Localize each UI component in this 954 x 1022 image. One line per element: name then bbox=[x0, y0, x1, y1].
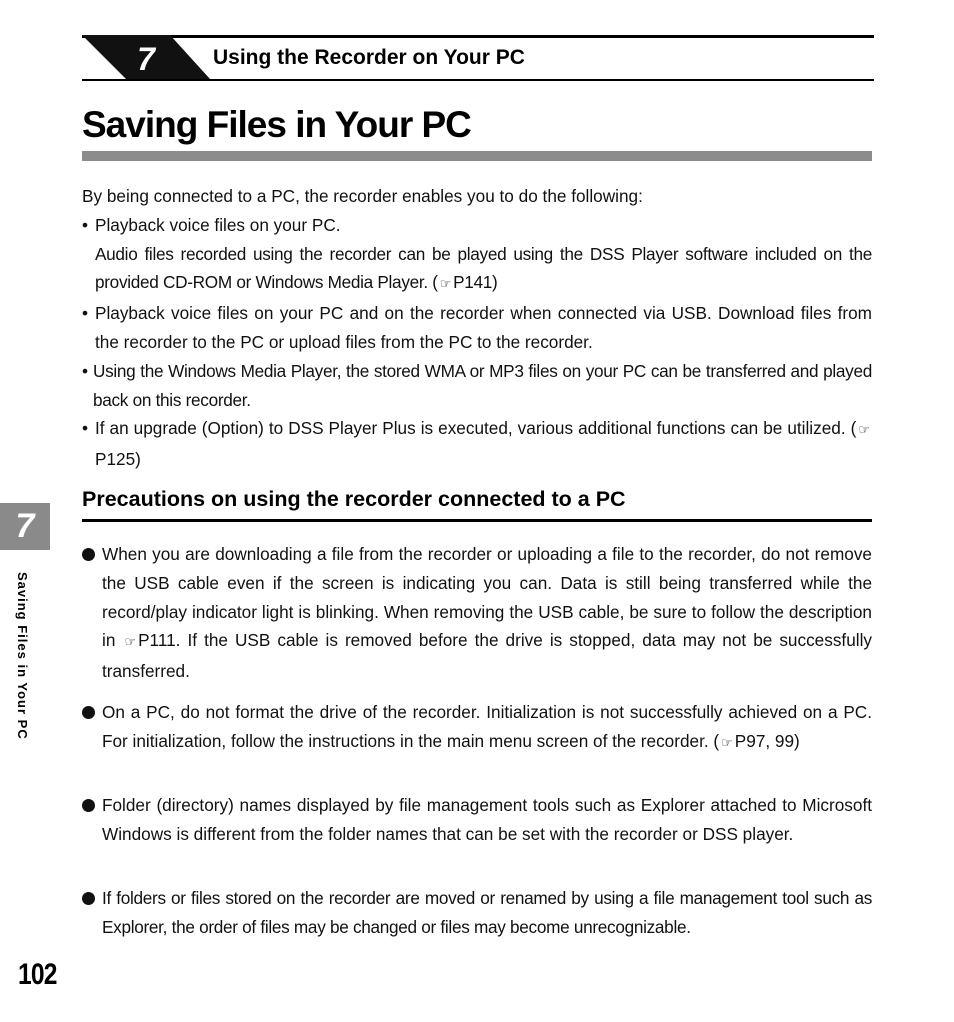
precautions-heading: Precautions on using the recorder connected to a PC bbox=[82, 487, 626, 511]
reference-icon: ☞ bbox=[858, 422, 870, 438]
side-section-label: Saving Files in Your PC bbox=[15, 572, 30, 740]
intro-bullet-text: Playback voice files on your PC and on the recorder when connected via USB. Download files from the recorder to the PC or upload files from the PC to the recorder. bbox=[95, 303, 872, 352]
page-number: 102 bbox=[18, 958, 57, 991]
title-underline-bar bbox=[82, 151, 872, 161]
precautions-heading-rule bbox=[82, 519, 872, 522]
precaution-item bbox=[82, 791, 872, 849]
bullet-mark: • bbox=[82, 214, 89, 235]
precaution-item bbox=[82, 884, 872, 942]
chapter-number: 7 bbox=[137, 41, 155, 77]
precaution-text: Folder (directory) names displayed by file management tools such as Explorer attached to Microsoft Windows is different from the folder names that can be set with the recorder or DSS player. bbox=[102, 795, 872, 844]
intro-bullet bbox=[82, 414, 872, 474]
intro-bullet bbox=[82, 211, 872, 299]
intro-bullet bbox=[82, 299, 872, 357]
bullet-mark: • bbox=[82, 418, 89, 439]
intro-bullet bbox=[82, 357, 872, 415]
intro-section bbox=[82, 182, 872, 474]
bullet-dot-icon bbox=[82, 884, 102, 942]
page-reference: P125) bbox=[95, 449, 141, 470]
bullet-dot-icon bbox=[82, 698, 102, 758]
chapter-header bbox=[82, 35, 874, 81]
reference-icon: ☞ bbox=[124, 634, 137, 650]
intro-bullet-text: Using the Windows Media Player, the stored WMA or MP3 files on your PC can be transferred and played back on this recorder. bbox=[93, 360, 872, 410]
side-chapter-tab bbox=[0, 503, 50, 550]
bullet-mark: • bbox=[82, 360, 89, 381]
page-reference: P97, 99) bbox=[734, 730, 800, 751]
bullet-dot-icon bbox=[82, 540, 102, 686]
chapter-tab bbox=[82, 35, 212, 81]
page-reference: P111. If the USB cable is removed before the drive is stopped, data may not be successfully transferred. bbox=[102, 630, 872, 682]
precaution-text: If folders or files stored on the recorder are moved or renamed by using a file management tool such as Explorer, the order of files may be changed or files may become unrecognizable. bbox=[102, 888, 872, 937]
chapter-title: Using the Recorder on Your PC bbox=[213, 46, 525, 69]
reference-icon: ☞ bbox=[439, 276, 452, 292]
precaution-text: When you are downloading a file from the recorder or uploading a file to the recorder, do not remove the USB cable even if the screen is indicating you can. Data is still being transferred while the record/play indicator light is blinking. When removing the USB cable, be sure to follow the description in ☞ P111. If the USB cable is removed before the drive is stopped, data may not be successfully transferred. bbox=[102, 544, 872, 682]
intro-bullet-text: Playback voice files on your PC. bbox=[95, 214, 341, 235]
precaution-item bbox=[82, 540, 872, 686]
chapter-header-bottom-rule bbox=[82, 79, 874, 81]
intro-bullet-text: If an upgrade (Option) to DSS Player Plus is executed, various additional functions can be utilized. ( ☞P125) bbox=[95, 418, 870, 470]
bullet-dot-icon bbox=[82, 791, 102, 849]
intro-lead: By being connected to a PC, the recorder enables you to do the following: bbox=[82, 186, 643, 206]
page-reference: P141) bbox=[453, 272, 498, 293]
precaution-item bbox=[82, 698, 872, 758]
precaution-text: On a PC, do not format the drive of the recorder. Initialization is not successfully achieved on a PC. For initialization, follow the instructions in the main menu screen of the recorder. ( ☞ P97, 99) bbox=[102, 702, 872, 751]
intro-bullet-detail: Audio files recorded using the recorder can be played using the DSS Player software included on the provided CD-ROM or Windows Media Player. ( ☞ P141) bbox=[95, 243, 872, 293]
reference-icon: ☞ bbox=[721, 734, 733, 750]
page-title: Saving Files in Your PC bbox=[82, 104, 471, 145]
side-tab-number: 7 bbox=[15, 507, 35, 545]
bullet-mark: • bbox=[82, 303, 89, 324]
